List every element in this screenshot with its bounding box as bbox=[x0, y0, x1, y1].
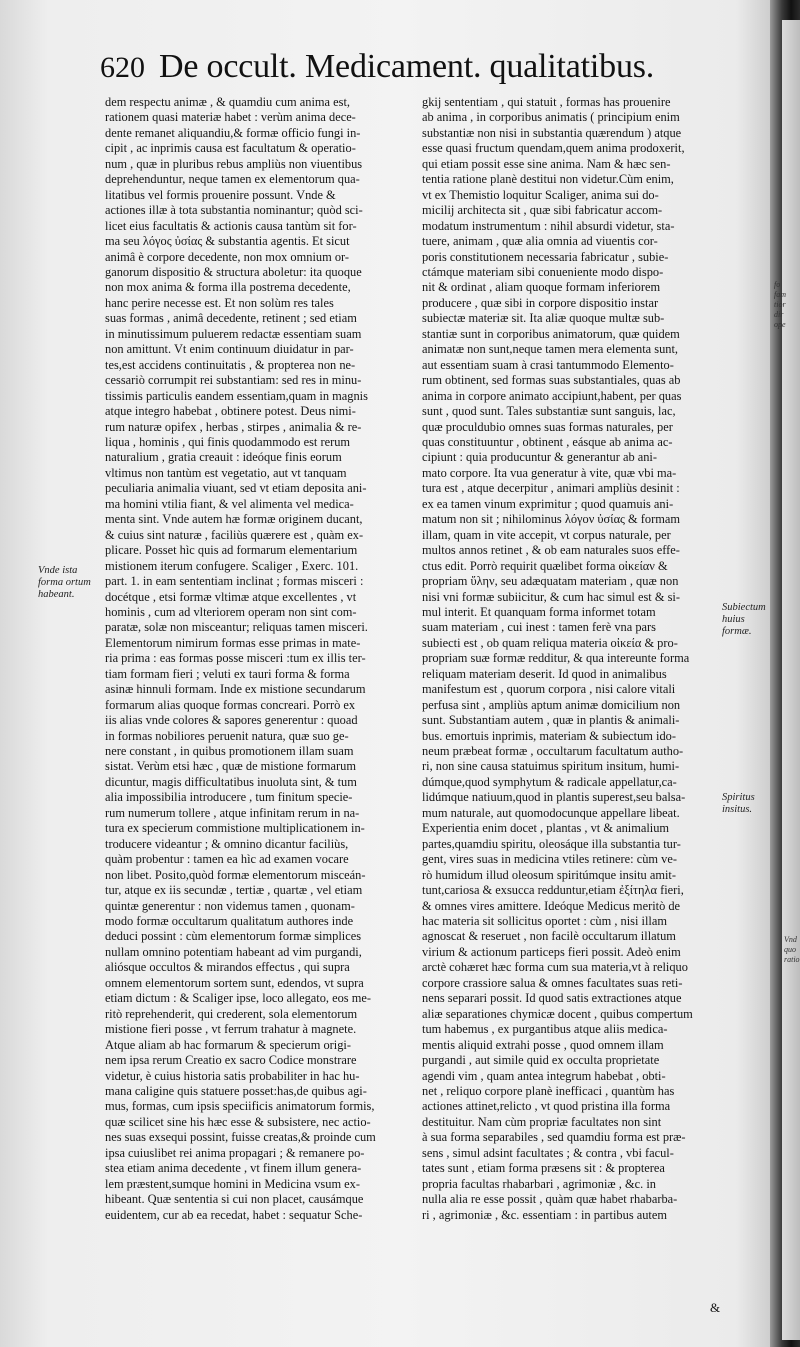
text-line: rò humidum illud oleosum spiritúmque insitu amit- bbox=[422, 867, 676, 882]
text-line: in minutissimum puluerem redactæ essentiam suam bbox=[105, 326, 362, 341]
text-line: plicare. Posset hìc quis ad formarum elementarium bbox=[105, 543, 358, 558]
text-line: mum naturale, aut quomodocunque appellare libeat. bbox=[422, 805, 680, 820]
text-line: dicuntur, magis difficultatibus inuoluta sint, & tum bbox=[105, 774, 357, 789]
text-line: hac materia sit sollicitus oportet : cùm , nisi illam bbox=[422, 914, 668, 929]
text-line: deduci possint : cùm elementorum formæ simplices bbox=[105, 929, 362, 944]
text-line: Experientia enim docet , plantas , vt & animalium bbox=[422, 821, 670, 836]
text-line: nes suas exsequi possint, fuisse creatas,& proinde cum bbox=[105, 1130, 376, 1145]
text-line: partes,quamdiu spiritu, oleosáque illa substantia tur- bbox=[422, 836, 681, 851]
text-line: stea etiam anima decedente , vt finem illum genera- bbox=[105, 1161, 362, 1176]
text-line: gent, vires suas in medicina vtiles retinere: cùm ve- bbox=[422, 852, 677, 867]
text-line: nulla alia re esse possit , quàm quæ habet rhabarba- bbox=[422, 1192, 678, 1207]
text-line: mentis aliquid extrahi posse , quod omnem illam bbox=[422, 1037, 664, 1052]
text-line: tunt,cariosa & exsucca redduntur,etiam ἐξίτηλα fieri, bbox=[422, 883, 684, 898]
text-line: aut essentiam suam à crasi tantummodo Elemento- bbox=[422, 357, 674, 372]
text-line: actiones illæ à tota substantia nominantur; quòd sci- bbox=[105, 203, 363, 218]
text-line: sunt. Substantiam autem , quæ in plantis & animali- bbox=[422, 713, 680, 728]
text-line: deprehenduntur, neque tamen ex elementorum qua- bbox=[105, 172, 360, 187]
text-line: part. 1. in eam sententiam inclinat ; formas misceri : bbox=[105, 574, 364, 589]
text-column-right bbox=[422, 95, 722, 1223]
text-line: omnem elementorum sortem sunt, edendos, vt supra bbox=[105, 975, 364, 990]
text-line: micilij architecta sit , quæ sibi fabricatur accom- bbox=[422, 203, 663, 218]
text-line: alia impossibilia introducere , tum finitum specie- bbox=[105, 790, 353, 805]
text-line: Elementorum nimirum formas esse primas in mate- bbox=[105, 635, 361, 650]
text-line: in formas nobiliores peruenit natura, quæ suo ge- bbox=[105, 728, 349, 743]
text-line: num , quæ in pluribus rebus ampliùs non viuentibus bbox=[105, 156, 363, 171]
text-line: nem ipsa rerum Creatio ex sacro Codice monstrare bbox=[105, 1053, 357, 1068]
text-line: ab anima , in corporibus animatis ( principium enim bbox=[422, 110, 680, 125]
text-line: qui etiam possit esse sine anima. Nam & hæc sen- bbox=[422, 156, 671, 171]
text-line: stantiæ sunt in corporibus animatorum, quæ quidem bbox=[422, 326, 680, 341]
text-line: litatibus vel formis prouenire possunt. Vnde & bbox=[105, 187, 336, 202]
text-line: lem præstent,sumque homini in Medicina vsum ex- bbox=[105, 1176, 361, 1191]
text-line: quæ proculdubio omnes suas formas naturales, per bbox=[422, 419, 673, 434]
text-line: multos annos retinet , & ob eam naturales suos effe- bbox=[422, 543, 680, 558]
catchword: & bbox=[710, 1300, 721, 1315]
text-line: actiones attinet,relicto , vt quod pristina illa forma bbox=[422, 1099, 671, 1114]
text-line: cipit , ac inprimis causa est facultatum & operatio- bbox=[105, 141, 356, 156]
text-line: tur, atque ex iis secundæ , tertiæ , quartæ , vel etiam bbox=[105, 883, 363, 898]
text-line: iis alias vnde colores & sapores generentur : quoad bbox=[105, 713, 358, 728]
text-line: sistat. Verùm etsi hæc , quæ de mistione formarum bbox=[105, 759, 356, 774]
text-line: licet eius facultatis & actionis causa tantùm sit for- bbox=[105, 218, 357, 233]
text-line: à sua forma separabiles , sed quamdiu forma est præ- bbox=[422, 1130, 686, 1145]
text-line: tissimis particulis eandem essentiam,quam in magnis bbox=[105, 388, 368, 403]
text-line: neum præbeat formæ , occultarum facultatum autho- bbox=[422, 744, 684, 759]
text-line: troducere videantur ; & omnino dicantur faciliùs, bbox=[105, 836, 349, 851]
text-line: ria prima : eas formas posse misceri :tum ex illis ter- bbox=[105, 651, 366, 666]
text-line: sens , simul adsint facultates ; & contra , vbi facul- bbox=[422, 1145, 674, 1160]
margin-note: Subiectum huius formæ. bbox=[722, 602, 766, 637]
text-line: ex ea tamen vinum exprimitur ; quod quamuis ani- bbox=[422, 496, 674, 511]
text-line: docétque , etsi formæ vltimæ atque excellentes , vt bbox=[105, 589, 357, 604]
page-number: 620 bbox=[100, 51, 145, 84]
text-line: agendi vim , quam antea integrum habebat , obti- bbox=[422, 1068, 666, 1083]
text-line: matum non sit ; nihilominus λόγον ὐσίας & formam bbox=[422, 512, 681, 527]
text-line: ritò reprehenderit, qui crederent, sola elementorum bbox=[105, 1006, 358, 1021]
text-line: euidentem, cur ab ea recedat, habet : sequatur Sche- bbox=[105, 1207, 363, 1222]
text-line: quintæ generentur : non videmus tamen , quonam- bbox=[105, 898, 355, 913]
facing-page-edge bbox=[782, 20, 800, 1340]
text-line: anima in corpore animato accipiunt,habent, per quas bbox=[422, 388, 682, 403]
text-line: rationem quasi materiæ habet : verùm anima dece- bbox=[105, 110, 356, 125]
text-line: aliæ separationes chymicæ docent , quibus compertum bbox=[422, 1006, 693, 1021]
facing-page-margin-fragment: fo fam tior dir ope bbox=[774, 280, 786, 329]
text-line: hanc perire necesse est. Et non solùm res tales bbox=[105, 295, 334, 310]
text-line: mana caligine quis statuere posset:has,de quibus agi- bbox=[105, 1084, 367, 1098]
facing-page-margin-fragment: Vnd quo ratio bbox=[784, 935, 800, 964]
page-title: De occult. Medicament. qualitatibus. bbox=[159, 48, 655, 85]
text-line: cessariò corrumpit rei substantiam: sed res in minu- bbox=[105, 373, 362, 388]
text-line: rum numerum tollere , atque infinitam rerum in na- bbox=[105, 805, 360, 820]
text-line: propriam suæ formæ redditur, & qua intereunte forma bbox=[422, 651, 690, 666]
text-line: aliósque occultos & mirandos effectus , qui supra bbox=[105, 960, 350, 975]
text-line: mato corpore. Ita vua generatur à vite, quæ vbi ma- bbox=[422, 465, 677, 480]
text-line: propria facultas rhabarbari , agrimoniæ , &c. in bbox=[422, 1176, 656, 1191]
text-line: nens separari possit. Id quod satis extractiones atque bbox=[422, 991, 682, 1006]
text-line: tates sunt , etiam forma præsens sit : & propterea bbox=[422, 1161, 665, 1176]
text-line: rum obtinent, sed formas suas substantiales, quas ab bbox=[422, 373, 681, 388]
text-line: non amittunt. Vt enim continuum diuidatur in par- bbox=[105, 342, 354, 357]
text-line: esse quasi fructum quendam,quem anima prodoxerit, bbox=[422, 141, 685, 156]
text-line: subiectæ materiæ sit. Ita aliæ quoque multæ sub- bbox=[422, 311, 665, 326]
text-line: menta sint. Vnde autem hæ formæ originem ducant, bbox=[105, 512, 363, 527]
text-line: vltimus non tantùm est vegetatio, aut vt tanquam bbox=[105, 465, 347, 480]
text-line: reliquam materiam deserit. Id quod in animalibus bbox=[422, 666, 667, 681]
text-line: nullam omnino potentiam habeant ad vim purgandi, bbox=[105, 944, 362, 959]
text-line: quàm probentur : tamen ea hìc ad examen vocare bbox=[105, 852, 349, 867]
text-line: net , reliquo corpore planè inefficaci , quantùm has bbox=[422, 1084, 675, 1098]
text-line: animatæ non sunt,neque tamen mera elementa sunt, bbox=[422, 342, 678, 357]
text-line: agnoscat & reseruet , non facilè occultarum illatum bbox=[422, 929, 676, 944]
text-line: bus. emortuis inprimis, materiam & subiectum ido- bbox=[422, 728, 676, 743]
text-line: formarum alias quoque formas concreari. Porrò ex bbox=[105, 697, 356, 712]
text-line: dúmque,quod symphytum & radicale appellatur,ca- bbox=[422, 774, 677, 789]
text-line: mus, formas, cum ipsis speciificis animatorum formis, bbox=[105, 1099, 375, 1114]
text-line: corpore crassiore salua & omnes facultates suas reti- bbox=[422, 975, 683, 990]
text-line: nere constant , in quibus promotionem illam suam bbox=[105, 744, 354, 759]
text-line: ma seu λόγος ὐσίας & substantia agentis. Et sicut bbox=[105, 234, 350, 249]
text-line: purgandi , aut simile quid ex occulta proprietate bbox=[422, 1053, 660, 1068]
text-line: naturalium , gratia creauit : ideóque finis eorum bbox=[105, 450, 342, 465]
text-line: perfusa sint , ampliùs aptum animæ domicilium non bbox=[422, 697, 681, 712]
text-line: dente remanet aliquandiu,& formæ officio fungi in- bbox=[105, 125, 361, 140]
text-line: destituitur. Nam cùm propriæ facultates non sint bbox=[422, 1114, 662, 1129]
text-line: quæ scilicet sine his hæc esse & subsistere, nec actio- bbox=[105, 1114, 371, 1129]
text-line: non mox anima & forma illa postrema decedente, bbox=[105, 280, 351, 295]
text-line: non libet. Posito,quòd formæ elementorum misceán- bbox=[105, 867, 366, 882]
text-line: ganorum dispositio & structura aboletur: ita quoque bbox=[105, 264, 362, 279]
text-line: mistione fieri posse , vt ferrum trahatur à magnete. bbox=[105, 1022, 357, 1037]
text-line: nit & ordinat , aliam quoque formam inferiorem bbox=[422, 280, 661, 295]
text-line: substantiæ non nisi in substantia quærendum ) atque bbox=[422, 125, 682, 140]
text-line: mistionem iterum confugere. Scaliger , Exerc. 101. bbox=[105, 558, 359, 573]
text-line: rum naturæ opifex , herbas , stirpes , animalia & re- bbox=[105, 419, 362, 434]
text-line: tiam formam fieri ; veluti ex tauri forma & forma bbox=[105, 666, 350, 681]
text-line: Atque aliam ab hac formarum & specierum origi- bbox=[105, 1037, 352, 1052]
text-line: videtur, è cuius historia satis probabiliter in hac hu- bbox=[105, 1068, 360, 1083]
text-line: & omnes vires amittere. Ideóque Medicus meritò de bbox=[422, 898, 681, 913]
text-line: ctámque materiam sibi conueniente modo dispo- bbox=[422, 264, 664, 279]
text-line: suam materiam , cui inest : tamen ferè vna pars bbox=[422, 620, 656, 635]
text-line: dem respectu animæ , & quamdiu cum anima est, bbox=[105, 95, 350, 109]
text-line: cipiunt : quia producuntur & generantur ab ani- bbox=[422, 450, 658, 465]
text-line: producere , quæ sibi in corpore dispositio instar bbox=[422, 295, 659, 310]
text-line: ipsa cuiuslibet rei anima propagari ; & remanere po- bbox=[105, 1145, 365, 1160]
text-line: ma homini vtilia fiant, & vel alimenta vel medica- bbox=[105, 496, 354, 511]
text-line: peculiaria animalia viuant, sed vt etiam deposita ani- bbox=[105, 481, 367, 496]
text-line: arctè cohæret hæc forma cum sua materia,vt à reliquo bbox=[422, 960, 688, 975]
text-line: ri , agrimoniæ , &c. essentiam : in partibus autem bbox=[422, 1207, 668, 1222]
text-line: mul interit. Et quanquam forma informet totam bbox=[422, 604, 656, 619]
text-line: asinæ hinnuli formam. Inde ex mistione secundarum bbox=[105, 682, 366, 697]
text-line: tura ex specierum commistione multiplicationem in- bbox=[105, 821, 365, 836]
text-line: tuere, animam , quæ alia omnia ad viuentis cor- bbox=[422, 234, 658, 249]
text-line: virium & actionum particeps fieri possit. Adeò enim bbox=[422, 944, 681, 959]
running-head bbox=[100, 48, 680, 98]
text-line: atque integro habebat , obtinere potest. Deus nimi- bbox=[105, 404, 356, 419]
text-line: tes,est accidens continuitatis , & propterea non ne- bbox=[105, 357, 356, 372]
text-line: ri, non sine causa statuimus spiritum insitum, humi- bbox=[422, 759, 680, 774]
text-line: etiam dictum : & Scaliger ipse, loco allegato, eos me- bbox=[105, 991, 371, 1006]
text-line: animâ è corpore decedente, non mox omnium or- bbox=[105, 249, 350, 264]
text-line: quas constituuntur , obtinent , eásque ab anima ac- bbox=[422, 434, 673, 449]
text-line: gkij sententiam , qui statuit , formas has prouenire bbox=[422, 95, 671, 109]
text-line: liqua , hominis , qui finis quodammodo est rerum bbox=[105, 434, 351, 449]
text-line: illam, quam in vite accepit, vt corpus naturale, per bbox=[422, 527, 671, 542]
margin-note: Vnde ista forma ortum habeant. bbox=[38, 565, 91, 600]
text-line: hominis , cum ad vlteriorem operam non sint com- bbox=[105, 604, 357, 619]
text-line: suas formas , animâ decedente, retinent ; sed etiam bbox=[105, 311, 357, 326]
text-line: sunt , quod sunt. Tales substantiæ sunt sanguis, lac, bbox=[422, 404, 676, 419]
text-line: poris constitutionem necessaria fabricatur , subie- bbox=[422, 249, 669, 264]
text-line: paratæ, solæ non misceantur; reliquas tamen misceri. bbox=[105, 620, 368, 635]
text-line: modatum instrumentum : nihil absurdi videtur, sta- bbox=[422, 218, 675, 233]
text-line: modo formæ occultarum qualitatum authores inde bbox=[105, 914, 354, 929]
text-line: & cuius sint naturæ , faciliùs quærere est , quàm ex- bbox=[105, 527, 364, 542]
text-line: ctus edit. Porrò requirit quælibet forma οἰκείαν & bbox=[422, 558, 668, 573]
text-line: subiecti est , ob quam reliqua materia οἰκεία & pro- bbox=[422, 635, 678, 650]
text-column-left bbox=[105, 95, 415, 1223]
text-line: tum habemus , ex purgantibus atque aliis medica- bbox=[422, 1022, 668, 1037]
text-line: manifestum est , quorum corpora , nisi calore vitali bbox=[422, 682, 676, 697]
text-line: tura est , atque decerpitur , animari ampliùs desinit : bbox=[422, 481, 680, 496]
text-line: propriam ὕλην, seu adæquatam materiam , quæ non bbox=[422, 574, 679, 589]
text-line: tentia ratione planè destitui non videtur.Cùm enim, bbox=[422, 172, 674, 187]
text-line: nisi vni formæ subiicitur, & cum hac simul est & si- bbox=[422, 589, 680, 604]
text-line: vt ex Themistio loquitur Scaliger, anima sui do- bbox=[422, 187, 659, 202]
text-line: lidúmque natiuum,quod in plantis superest,seu balsa- bbox=[422, 790, 686, 805]
text-line: hibeant. Quæ sententia si cui non placet, causámque bbox=[105, 1192, 364, 1207]
margin-note: Spiritus insitus. bbox=[722, 792, 755, 815]
